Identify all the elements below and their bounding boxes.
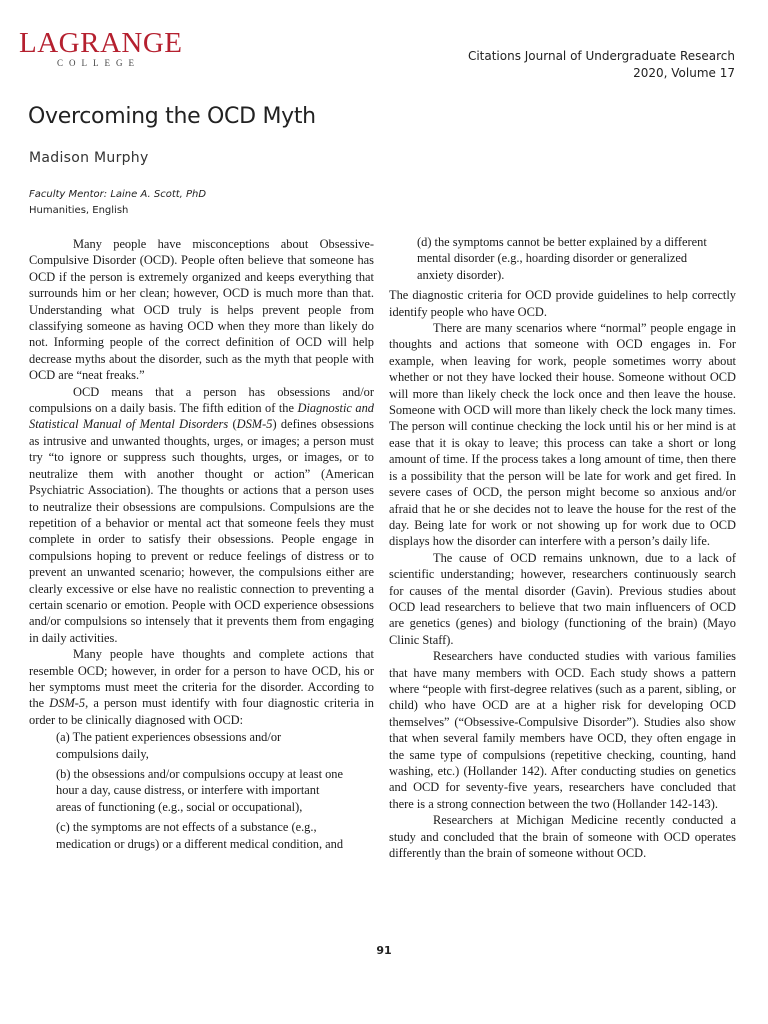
- journal-name: Citations Journal of Undergraduate Research: [467, 49, 735, 63]
- text-run: (: [228, 417, 237, 432]
- logo-subtitle: COLLEGE: [57, 58, 140, 68]
- book-title: Diagnostic and Statistical Manual of Mental Disorders: [29, 401, 374, 432]
- department: Humanities, English: [29, 205, 129, 216]
- right-column: [389, 234, 736, 861]
- text-run: ) defines obsessions as intrusive and unwanted thoughts, urges, or images; a person must try “to ignore or suppress such thoughts, urges, or images, or to neutralize them with another thought or action” (American Psychiatric Association). The thoughts or actions that a person uses to neutralize their obsessions are compulsions. Compulsions are the repetition of a behavior or mental act that someone feels they must complete in order to satisfy their obsessions. People engage in compulsions hoping to prevent or reduce feelings of distress or to prevent an unwanted scenario; however, the compulsions either are clearly excessive or else have no realistic connection to preventing a certain scenario or emotion. People with OCD experience obsessions and/or compulsions so intensely that it prevents them from engaging in daily activities.: [29, 417, 374, 645]
- text-run: Many people have thoughts and complete actions that resemble OCD; however, in order for a person to have OCD, his or her symptoms must meet the criteria for the disorder. According to the: [29, 647, 374, 711]
- lagrange-college-logo: [19, 27, 183, 68]
- dsm-abbreviation: DSM-5: [236, 417, 273, 432]
- criterion-c: (c) the symptoms are not effects of a substance (e.g., medication or drugs) or a different medical condition, and: [56, 820, 344, 851]
- left-column: [29, 236, 374, 856]
- article-title: Overcoming the OCD Myth: [28, 104, 316, 129]
- author-name: Madison Murphy: [29, 150, 149, 166]
- text-run: OCD means that a person has obsessions and/or compulsions on a daily basis. The fifth edition of the: [29, 384, 374, 416]
- journal-header: [468, 48, 735, 82]
- paragraph-family-studies: Researchers have conducted studies with various families that have many members with OCD. Each study shows a pattern where “people with first-degree relatives (such as a parent, sibling, or child) who have OCD are at a higher risk for developing OCD themselves” (“Obsessive-Compulsive Disorder”). Studies also show that when several family members have OCD, they often engage in the same type of compulsions (repetitive checking, counting, hand washing, etc.) (Hollander 142). After conducting studies on genetics and OCD for seventy-five years, researchers have concluded that there is a strong connection between the two (Hollander 142-143).: [389, 649, 736, 811]
- criterion-d: (d) the symptoms cannot be better explained by a different mental disorder (e.g., hoarding disorder or generalized anxiety disorder).: [417, 235, 707, 282]
- logo-wordmark: LAGRANGE: [19, 27, 183, 59]
- criterion-b: (b) the obsessions and/or compulsions occupy at least one hour a day, cause distress, or interfere with important areas of functioning (e.g., social or occupational),: [56, 767, 343, 814]
- paragraph-definition: [29, 384, 374, 647]
- criterion-a: (a) The patient experiences obsessions and/or compulsions daily,: [56, 730, 282, 761]
- text-run: , a person must identify with four diagnostic criteria in order to be clinically diagnosed with OCD:: [29, 696, 374, 727]
- paragraph-criteria-intro: [29, 646, 374, 728]
- page-number: 91: [376, 944, 392, 957]
- paragraph-michigan-study: Researchers at Michigan Medicine recently conducted a study and concluded that the brain of someone with OCD operates differently than the brain of someone without OCD.: [389, 813, 736, 861]
- paragraph-guidelines: The diagnostic criteria for OCD provide guidelines to help correctly identify people who have OCD.: [389, 288, 736, 319]
- paragraph-causes: The cause of OCD remains unknown, due to a lack of scientific understanding; however, researchers continuously search for causes of the mental disorder (Gavin). Previous studies about OCD lead researchers to believe that two main influencers of OCD are genetics (genes) and biology (functioning of the brain) (Mayo Clinic Staff).: [389, 550, 736, 647]
- paragraph-scenarios: There are many scenarios where “normal” people engage in thoughts and actions that someone with OCD engages in. For example, when leaving for work, people sometimes worry about whether or not they have locked their house. Someone without OCD will more than likely check the lock once and then leave the house. Someone with OCD will more than likely check the lock many times. The person will continue checking the lock until his or her mind is at ease that it is okay to leave; this process can take a short or long amount of time. If the process takes a long amount of time, then there is a possibility that the person will be late for work and get fired. In severe cases of OCD, the person might become so anxious and/or afraid that he or she decides not to leave the house for the rest of the day. Being late for work or not showing up for work due to OCD displays how the disorder can interfere with a person’s daily life.: [389, 321, 736, 549]
- paragraph-intro: Many people have misconceptions about Obsessive-Compulsive Disorder (OCD). People often believe that someone has OCD if the person is extremely organized and keeps everything that surrounds him or her clean; however, OCD is much more than that. Understanding what OCD truly is helps prevent people from classifying someone as having OCD when they more than likely do not. Informing people of the correct definition of OCD will help decrease myths about the disorder, such as the myth that people with OCD are “neat freaks.”: [29, 237, 374, 383]
- journal-volume: 2020, Volume 17: [633, 66, 735, 80]
- faculty-mentor: Faculty Mentor: Laine A. Scott, PhD: [29, 189, 207, 200]
- dsm-abbreviation: DSM-5: [49, 696, 86, 711]
